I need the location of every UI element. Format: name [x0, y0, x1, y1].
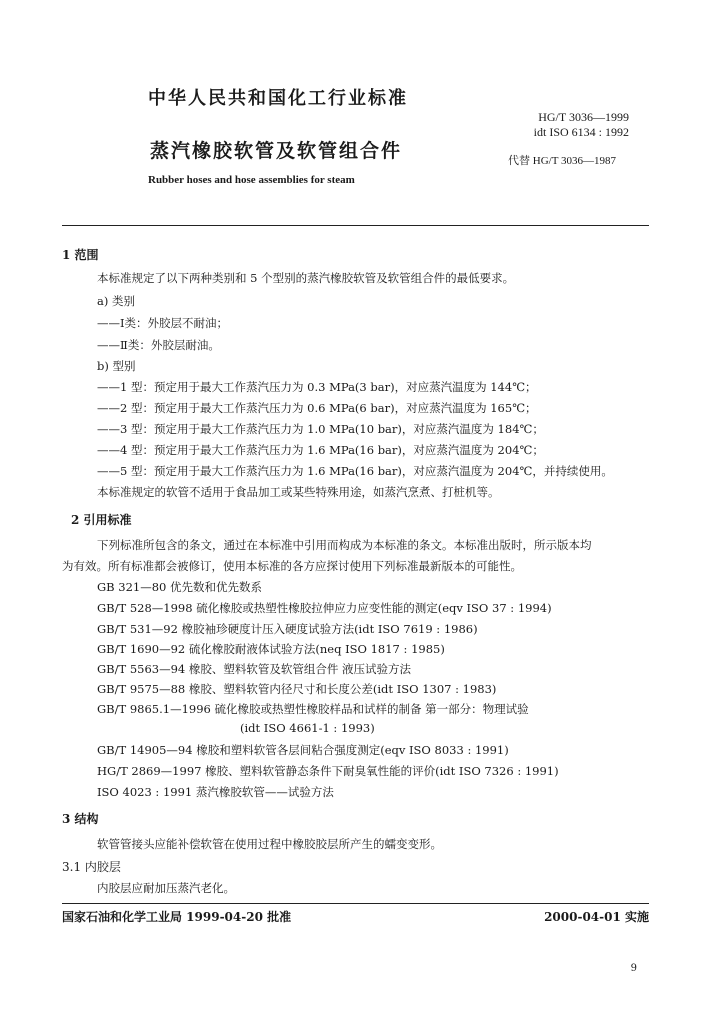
section2-intro-2: 为有效。所有标准都会被修订，使用本标准的各方应探讨使用下列标准最新版本的可能性。: [62, 559, 522, 573]
type-5: ——5 型：预定用于最大工作蒸汽压力为 1.6 MPa(16 bar)，对应蒸汽温度为 204℃，并持续使用。: [97, 464, 613, 478]
ref-item-continuation: (idt ISO 4661-1 : 1993): [240, 721, 375, 735]
issuing-body-title: 中华人民共和国化工行业标准: [148, 88, 408, 109]
ref-item: GB/T 1690—92 硫化橡胶耐液体试验方法(neq ISO 1817 : 1985): [97, 642, 445, 656]
standard-codes: [534, 110, 629, 140]
header-divider: [62, 225, 649, 226]
section2-heading: 2 引用标准: [71, 513, 132, 527]
section3-heading: 3 结构: [62, 812, 99, 826]
section1-intro: 本标准规定了以下两种类别和 5 个型别的蒸汽橡胶软管及软管组合件的最低要求。: [97, 271, 515, 285]
ref-item: GB/T 9575—88 橡胶、塑料软管内径尺寸和长度公差(idt ISO 1307 : 1983): [97, 682, 497, 696]
type-3: ——3 型：预定用于最大工作蒸汽压力为 1.0 MPa(10 bar)，对应蒸汽温度为 184℃；: [97, 422, 544, 436]
standard-title-cn: 蒸汽橡胶软管及软管组合件: [150, 140, 403, 162]
standard-number: HG/T 3036—1999: [538, 110, 629, 124]
ref-item: GB/T 5563—94 橡胶、塑料软管及软管组合件 液压试验方法: [97, 662, 412, 676]
section1-a-label: a) 类别: [97, 294, 135, 308]
class-1: ——Ⅰ类：外胶层不耐油；: [97, 316, 229, 330]
ref-item: GB/T 531—92 橡胶袖珍硬度计压入硬度试验方法(idt ISO 7619 : 1986): [97, 622, 478, 636]
type-4: ——4 型：预定用于最大工作蒸汽压力为 1.6 MPa(16 bar)，对应蒸汽温度为 204℃；: [97, 443, 544, 457]
ref-item: GB/T 14905—94 橡胶和塑料软管各层间粘合强度测定(eqv ISO 8033 : 1991): [97, 743, 509, 757]
ref-item: ISO 4023 : 1991 蒸汽橡胶软管——试验方法: [97, 785, 334, 799]
standard-title-en: Rubber hoses and hose assemblies for steam: [148, 174, 355, 186]
section1-note: 本标准规定的软管不适用于食品加工或某些特殊用途，如蒸汽烹煮、打桩机等。: [97, 485, 500, 499]
ref-item: GB/T 9865.1—1996 硫化橡胶或热塑性橡胶样品和试样的制备 第一部分：物理试验: [97, 702, 529, 716]
type-2: ——2 型：预定用于最大工作蒸汽压力为 0.6 MPa(6 bar)，对应蒸汽温度为 165℃；: [97, 401, 537, 415]
approval-line: 国家石油和化学工业局 1999-04-20 批准: [62, 910, 292, 924]
ref-item: HG/T 2869—1997 橡胶、塑料软管静态条件下耐臭氧性能的评价(idt ISO 7326 : 1991): [97, 764, 559, 778]
footer-divider: [62, 903, 649, 904]
section3-1-heading: 3.1 内胶层: [62, 860, 121, 874]
replaces-standard: 代替 HG/T 3036—1987: [508, 155, 616, 167]
section3-1-text: 内胶层应耐加压蒸汽老化。: [97, 881, 235, 895]
type-1: ——1 型：预定用于最大工作蒸汽压力为 0.3 MPa(3 bar)，对应蒸汽温度为 144℃；: [97, 380, 537, 394]
section3-text: 软管管接头应能补偿软管在使用过程中橡胶胶层所产生的蠕变变形。: [97, 837, 442, 851]
section1-heading: 1 范围: [62, 248, 99, 262]
ref-item: GB/T 528—1998 硫化橡胶或热塑性橡胶拉伸应力应变性能的测定(eqv ISO 37 : 1994): [97, 601, 552, 615]
iso-equivalent: idt ISO 6134 : 1992: [533, 125, 629, 139]
class-2: ——Ⅱ类：外胶层耐油。: [97, 338, 220, 352]
section2-intro-1: 下列标准所包含的条文，通过在本标准中引用而构成为本标准的条文。本标准出版时，所示版本均: [97, 538, 592, 552]
ref-item: GB 321—80 优先数和优先数系: [97, 580, 263, 594]
section1-b-label: b) 型别: [97, 359, 136, 373]
page-number: 9: [630, 963, 637, 974]
implementation-date: 2000-04-01 实施: [544, 910, 649, 924]
